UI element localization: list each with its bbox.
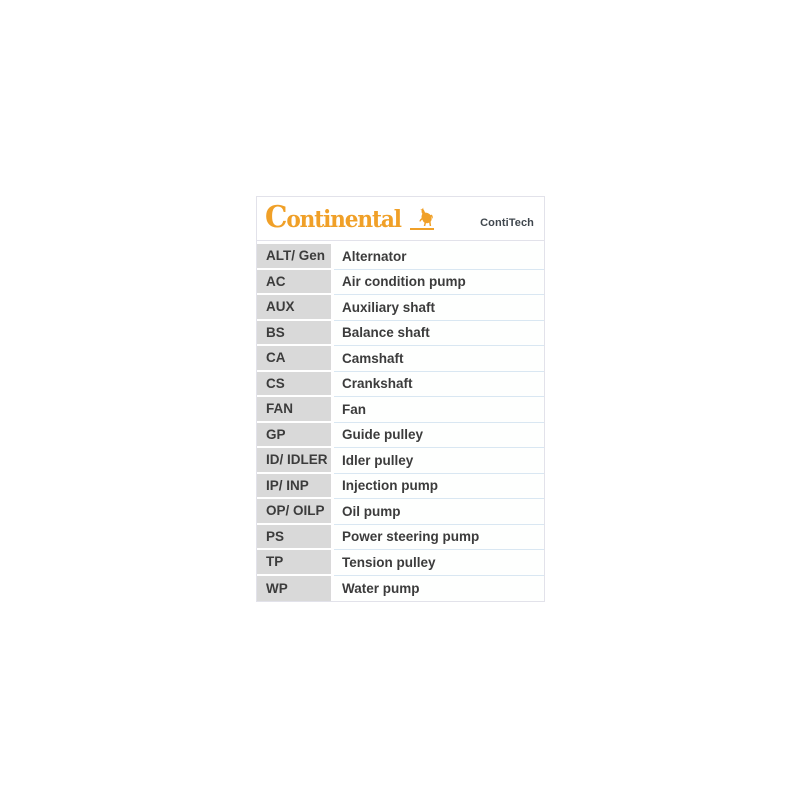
meaning-cell: Fan	[334, 397, 544, 423]
abbreviation-cell: CS	[257, 372, 331, 398]
abbreviation-cell: ID/ IDLER	[257, 448, 331, 474]
continental-wordmark: Continental	[265, 199, 401, 235]
abbreviation-cell: WP	[257, 576, 331, 602]
meaning-cell: Crankshaft	[334, 372, 544, 398]
table-row	[257, 270, 544, 296]
abbreviation-legend-table	[257, 241, 544, 601]
table-row	[257, 474, 544, 500]
brand-header	[257, 197, 544, 241]
brand-legend-panel	[256, 196, 545, 602]
abbreviation-cell: CA	[257, 346, 331, 372]
contitech-wordmark: ContiTech	[480, 216, 534, 229]
meaning-cell: Guide pulley	[334, 423, 544, 449]
abbreviation-cell: BS	[257, 321, 331, 347]
abbreviation-cell: AUX	[257, 295, 331, 321]
meaning-cell: Alternator	[334, 244, 544, 270]
table-row	[257, 448, 544, 474]
meaning-cell: Auxiliary shaft	[334, 295, 544, 321]
meaning-cell: Idler pulley	[334, 448, 544, 474]
continental-logo	[265, 199, 434, 235]
abbreviation-cell: IP/ INP	[257, 474, 331, 500]
meaning-cell: Balance shaft	[334, 321, 544, 347]
table-row	[257, 244, 544, 270]
logo-underline	[410, 228, 434, 230]
table-row	[257, 397, 544, 423]
abbreviation-cell: ALT/ Gen	[257, 244, 331, 270]
meaning-cell: Power steering pump	[334, 525, 544, 551]
table-row	[257, 346, 544, 372]
table-row	[257, 372, 544, 398]
table-row	[257, 576, 544, 602]
meaning-cell: Injection pump	[334, 474, 544, 500]
meaning-cell: Oil pump	[334, 499, 544, 525]
table-row	[257, 499, 544, 525]
rearing-horse-icon	[410, 207, 434, 230]
abbreviation-cell: PS	[257, 525, 331, 551]
table-row	[257, 423, 544, 449]
meaning-cell: Water pump	[334, 576, 544, 602]
meaning-cell: Air condition pump	[334, 270, 544, 296]
abbreviation-cell: AC	[257, 270, 331, 296]
abbreviation-cell: FAN	[257, 397, 331, 423]
abbreviation-cell: TP	[257, 550, 331, 576]
table-row	[257, 321, 544, 347]
table-row	[257, 525, 544, 551]
meaning-cell: Tension pulley	[334, 550, 544, 576]
abbreviation-cell: GP	[257, 423, 331, 449]
abbreviation-cell: OP/ OILP	[257, 499, 331, 525]
meaning-cell: Camshaft	[334, 346, 544, 372]
table-row	[257, 550, 544, 576]
table-row	[257, 295, 544, 321]
